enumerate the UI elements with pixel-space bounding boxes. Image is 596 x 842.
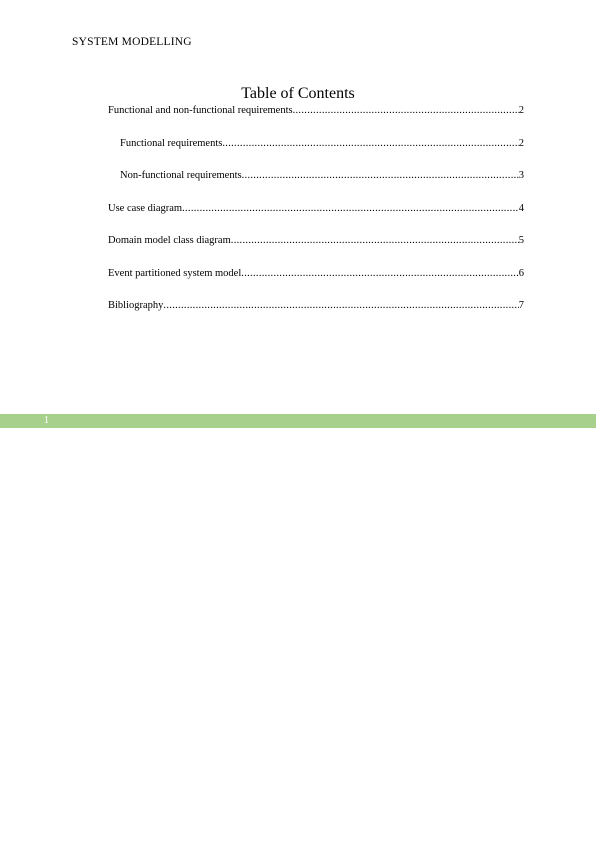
toc-entry[interactable] (108, 299, 524, 312)
toc-dot-leader (293, 104, 519, 117)
toc-dot-leader (231, 234, 519, 247)
toc-page-number: 7 (518, 300, 524, 311)
toc-entry[interactable] (108, 267, 524, 280)
toc-page-number: 4 (518, 202, 524, 214)
toc-dot-leader (222, 137, 518, 150)
toc-page-number: 5 (518, 235, 524, 246)
toc-page-number: 2 (518, 137, 524, 149)
toc-dot-leader (182, 202, 519, 215)
toc-title: Table of Contents (241, 85, 355, 102)
table-of-contents (108, 104, 524, 332)
toc-page-number: 6 (518, 267, 524, 279)
toc-dot-leader (163, 299, 518, 312)
toc-page-number: 3 (518, 170, 524, 181)
toc-entry-label: Use case diagram (108, 202, 183, 214)
running-header: SYSTEM MODELLING (72, 36, 192, 48)
toc-entry-label: Domain model class diagram (108, 235, 231, 246)
toc-entry-label: Event partitioned system model (108, 267, 242, 279)
toc-entry[interactable] (108, 234, 524, 247)
toc-entry-label: Functional requirements (120, 137, 223, 149)
toc-entry[interactable] (108, 137, 524, 150)
toc-entry[interactable] (108, 169, 524, 182)
toc-page-number: 2 (518, 105, 524, 116)
toc-entry[interactable] (108, 104, 524, 117)
toc-entry-label: Non-functional requirements (120, 170, 242, 181)
toc-entry[interactable] (108, 202, 524, 215)
toc-entry-label: Bibliography (108, 300, 164, 311)
toc-dot-leader (241, 267, 518, 280)
toc-entry-label: Functional and non-functional requirements (108, 105, 293, 116)
page-number: 1 (44, 415, 49, 426)
toc-dot-leader (242, 169, 519, 182)
footer-page-bar (0, 414, 596, 428)
